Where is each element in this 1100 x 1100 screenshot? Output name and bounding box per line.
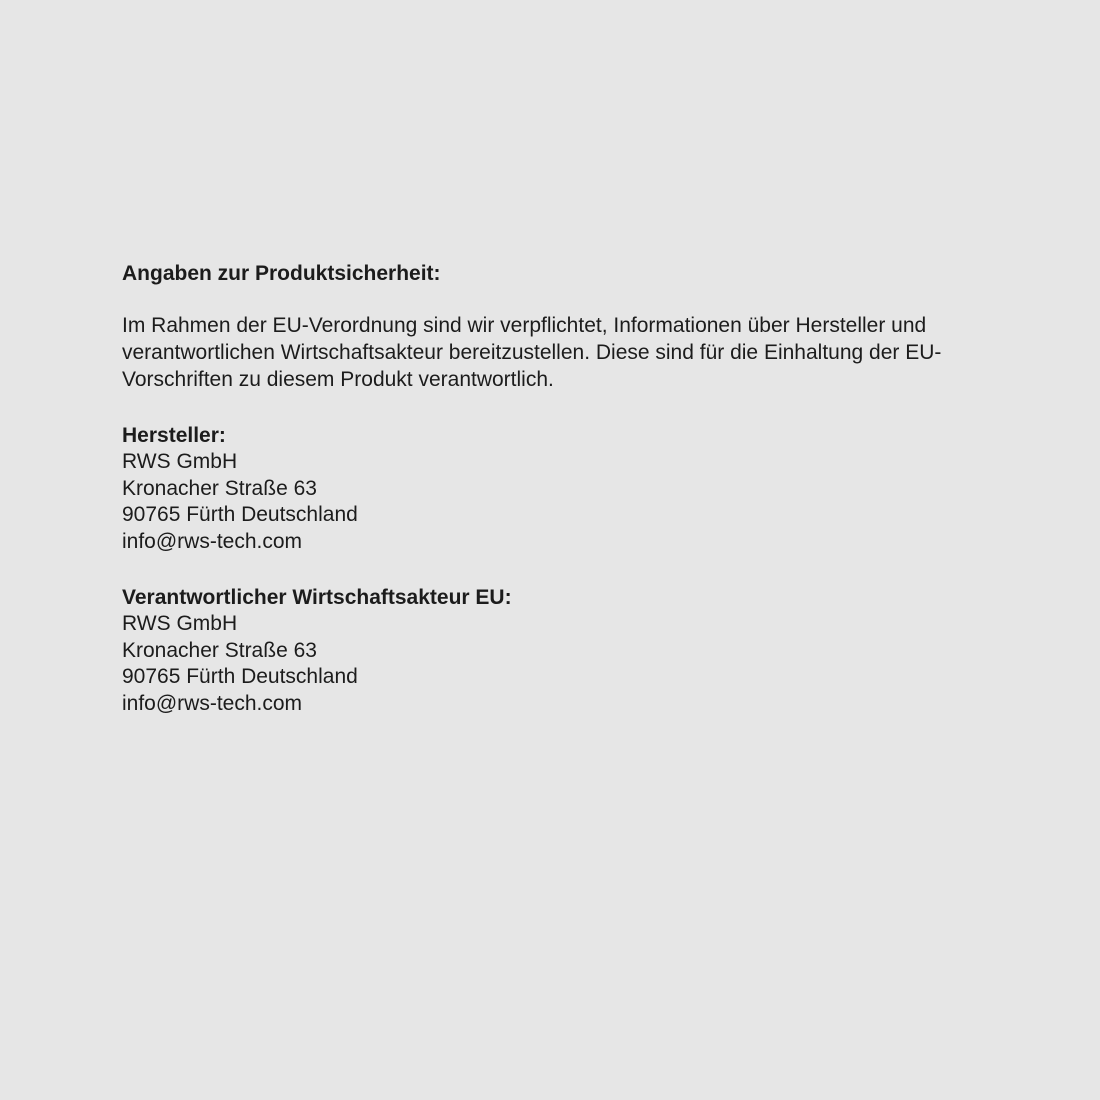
- manufacturer-email: info@rws-tech.com: [122, 529, 303, 553]
- responsible-operator-heading: Verantwortlicher Wirtschaftsakteur EU:: [122, 586, 512, 609]
- responsible-operator-city: 90765 Fürth Deutschland: [122, 665, 358, 688]
- manufacturer-company-name: RWS GmbH: [122, 450, 238, 473]
- responsible-operator-email: info@rws-tech.com: [122, 691, 303, 715]
- manufacturer-street: Kronacher Straße 63: [122, 476, 317, 500]
- responsible-operator-street: Kronacher Straße 63: [122, 638, 317, 662]
- intro-paragraph: Im Rahmen der EU-Verordnung sind wir verpflichtet, Informationen über Hersteller und verantwortlichen Wirtschaftsakteur bereitzustellen. Diese sind für die Einhaltung der EU-Vorschriften zu diesem Produkt verantwortlich.: [122, 314, 942, 391]
- manufacturer-heading: Hersteller:: [122, 424, 226, 447]
- responsible-operator-company-name: RWS GmbH: [122, 612, 238, 635]
- product-safety-info: [122, 260, 972, 717]
- page-title: Angaben zur Produktsicherheit:: [122, 262, 441, 285]
- manufacturer-city: 90765 Fürth Deutschland: [122, 503, 358, 526]
- responsible-economic-operator-section: [122, 584, 972, 717]
- manufacturer-section: [122, 422, 972, 555]
